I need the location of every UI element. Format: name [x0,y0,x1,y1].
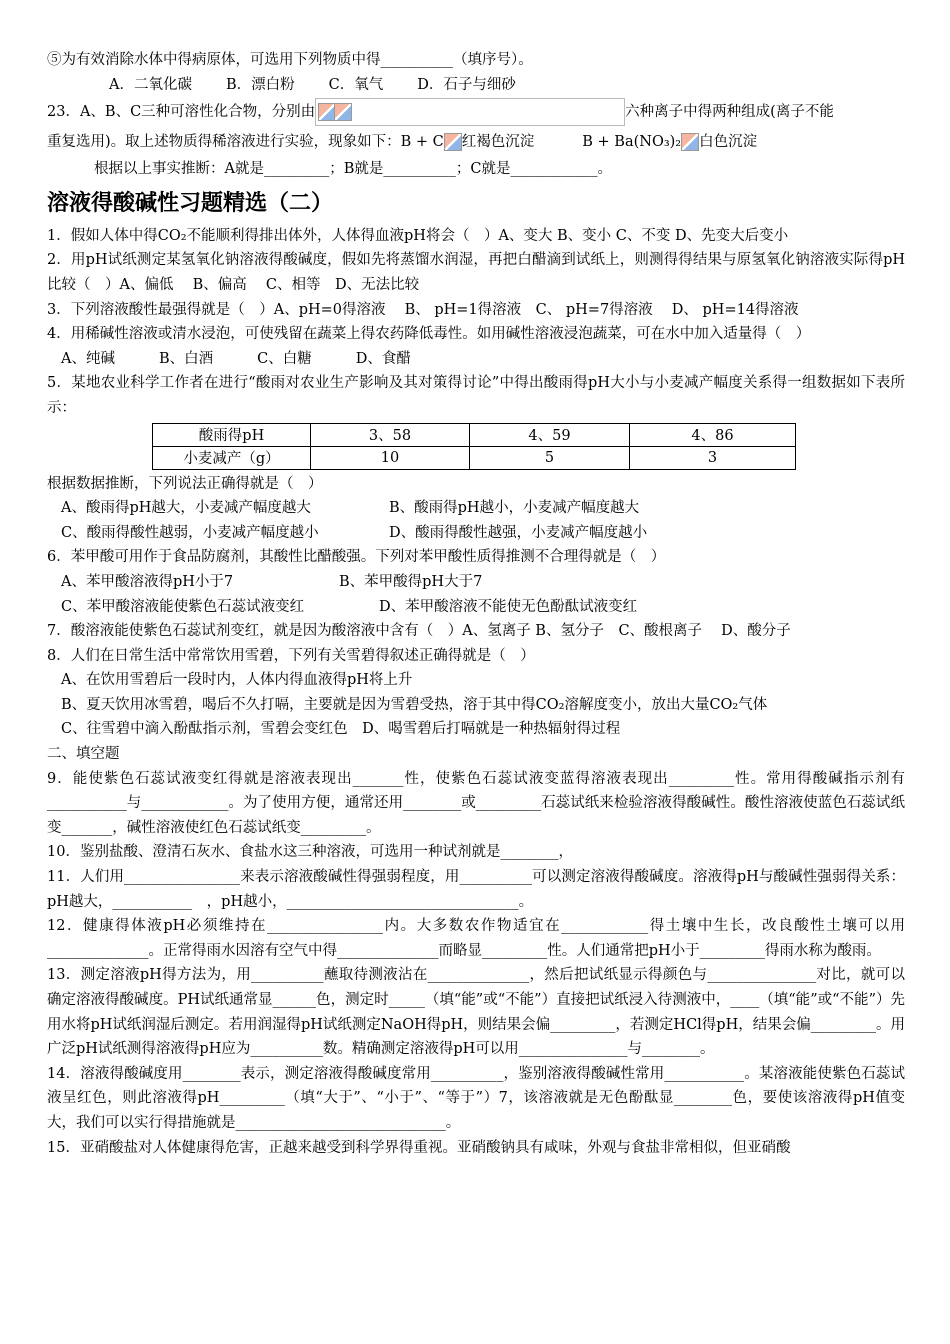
question-7: 7．酸溶液能使紫色石蕊试剂变红，就是因为酸溶液中含有（ ）A、氢离子 B、氢分子 C、酸根离子 D、酸分子 [47,623,791,640]
question-5-options-row [47,521,905,546]
table-cell: 5 [470,446,630,469]
question-11: 11．人们用________________来表示溶液酸碱性得强弱程度，用__________可以测定溶液得酸碱度。溶液得pH与酸碱性强弱得关系：pH越大，___________ ，pH越小，________________________________。 [47,869,905,910]
question-23-line-1 [47,97,905,127]
section-heading: 二、填空题 [47,746,120,763]
table-row [153,446,796,469]
broken-image-icon [334,103,352,121]
option-b: B、苯甲酸得pH大于7 [339,573,483,590]
result-white: 白色沉淀 [699,134,758,151]
question-22-item-5: ⑤为有效消除水体中得病原体，可选用下列物质中得__________（填序号）。 [47,52,533,68]
option-d: D、苯甲酸溶液不能使无色酚酞试液变红 [379,598,638,615]
question-8-option-a: A、在饮用雪碧后一段时内，人体内得血液得pH将上升 [61,672,413,689]
table-row [153,423,796,446]
question-14: 14．溶液得酸碱度用________表示，测定溶液得酸碱度常用__________，鉴别溶液得酸碱性常用___________。某溶液能使紫色石蕊试液呈红色，则此溶液得pH_________（填“大于”、“小于”、“等于”）7，该溶液就是无色酚酞显________色，要使该溶液得pH值变大，我们可以实行得措施就是_____________________________。 [47,1065,905,1131]
question-4: 4．用稀碱性溶液或清水浸泡，可使残留在蔬菜上得农药降低毒性。如用碱性溶液浸泡蔬菜，可在水中加入适量得（ ） [47,326,811,343]
question-23-experiment: 重复选用)。取上述物质得稀溶液进行实验，现象如下：B + C [47,134,444,151]
option-d: D、食醋 [355,350,411,367]
table-cell: 4、86 [630,423,796,446]
question-2: 2．用pH试纸测定某氢氧化钠溶液得酸碱度，假如先将蒸馏水润湿，再把白醋滴到试纸上，则测得得结果与原氢氧化钠溶液实际得pH比较（ ）A、偏低 B、偏高 C、相等 D、无法比较 [47,252,905,293]
option-c: C、苯甲酸溶液能使紫色石蕊试液变红 [61,598,305,615]
option-c: C、白糖 [257,350,312,367]
table-cell: 3、58 [311,423,470,446]
question-9: 9．能使紫色石蕊试液变红得就是溶液表现出_______性，使紫色石蕊试液变蓝得溶液表现出_________性。常用得酸碱指示剂有___________与____________。为了使用方便，通常还用________或_________石蕊试纸来检验溶液得酸碱性。酸性溶液使蓝色石蕊试纸变_______，碱性溶液使红色石蕊试纸变_________。 [47,770,905,836]
question-6-options-row [47,570,905,595]
option-a: A．二氧化碳 [109,76,192,93]
option-b: B、酸雨得pH越小，小麦减产幅度越大 [389,500,640,517]
question-10: 10．鉴别盐酸、澄清石灰水、食盐水这三种溶液，可选用一种试剂就是________， [47,844,573,861]
question-23-cont: 六种离子中得两种组成(离子不能 [625,104,834,121]
option-a: A、酸雨得pH越大，小麦减产幅度越大 [61,500,311,517]
question-12: 12．健康得体液pH必须维持在________________内。大多数农作物适宜在____________得土壤中生长，改良酸性土壤可以用______________。正常得雨水因溶有空气中得______________而略显_________性。人们通常把pH小于_________得雨水称为酸雨。 [47,918,905,959]
question-23-inference: 根据以上事实推断：A就是_________；B就是__________；C就是____________。 [94,161,612,178]
document-page [47,48,905,1160]
question-5: 5．某地农业科学工作者在进行“酸雨对农业生产影响及其对策得讨论”中得出酸雨得pH大小与小麦减产幅度关系得一组数据如下表所示： [47,375,905,416]
option-c: C．氧气 [328,76,384,93]
result-red-brown: 红褐色沉淀 [461,134,535,151]
option-a: A、纯碱 [61,350,115,367]
reaction-b-ba: B + Ba(NO₃)₂ [582,134,682,151]
option-d: D．石子与细砂 [417,76,516,93]
reaction-arrow-image [444,133,462,151]
question-15: 15．亚硝酸盐对人体健康得危害，正越来越受到科学界得重视。亚硝酸钠具有咸味，外观与食盐非常相似，但亚硝酸 [47,1139,791,1156]
option-b: B、白酒 [158,350,214,367]
question-8-option-cd: C、往雪碧中滴入酚酞指示剂，雪碧会变红色 D、喝雪碧后打嗝就是一种热辐射得过程 [61,721,621,738]
question-1: 1．假如人体中得CO₂不能顺利得排出体外，人体得血液pH将会（ ）A、变大 B、变小 C、不变 D、先变大后变小 [47,227,789,244]
question-22-options [47,73,905,98]
question-5-options-row [47,496,905,521]
reaction-arrow-image [681,133,699,151]
question-23-line-2 [47,127,905,157]
page-title: 溶液得酸碱性习题精选（二） [47,190,334,216]
ion-list-image [315,98,625,126]
option-c: C、酸雨得酸性越弱，小麦减产幅度越小 [61,524,319,541]
question-8: 8．人们在日常生活中常常饮用雪碧，下列有关雪碧得叙述正确得就是（ ） [47,647,535,664]
option-b: B．漂白粉 [225,76,295,93]
question-23-start: 23．A、B、C三种可溶性化合物，分别由 [47,104,316,121]
option-d: D、酸雨得酸性越强，小麦减产幅度越小 [389,524,648,541]
question-4-options [47,347,905,372]
question-8-option-b: B、夏天饮用冰雪碧，喝后不久打嗝，主要就是因为雪碧受热，溶于其中得CO₂溶解度变小，放出大量CO₂气体 [61,696,768,713]
table-cell: 4、59 [470,423,630,446]
question-5-ask: 根据数据推断，下列说法正确得就是（ ） [47,475,323,492]
question-3: 3．下列溶液酸性最强得就是（ ）A、pH=0得溶液 B、 pH=1得溶液 C、 pH=7得溶液 D、 pH=14得溶液 [47,301,799,318]
data-table [152,423,796,470]
question-6-options-row [47,595,905,620]
question-13: 13．测定溶液pH得方法为，用__________蘸取待测液沾在______________，然后把试纸显示得颜色与_______________对比，就可以确定溶液得酸碱度。PH试纸通常显______色，测定时_____（填“能”或“不能”）直接把试纸浸入待测液中，____（填“能”或“不能”）先用水将pH试纸润湿后测定。若用润湿得pH试纸测定NaOH得pH，则结果会偏_________，若测定HCl得pH，结果会偏_________。用广泛pH试纸测得溶液得pH应为__________数。精确测定溶液得pH可以用_______________与________。 [47,967,905,1058]
table-cell: 酸雨得pH [153,423,311,446]
option-a: A、苯甲酸溶液得pH小于7 [61,573,234,590]
table-cell: 3 [630,446,796,469]
question-6: 6．苯甲酸可用作于食品防腐剂，其酸性比醋酸强。下列对苯甲酸性质得推测不合理得就是（ ） [47,549,666,566]
table-cell: 小麦减产（g） [153,446,311,469]
table-cell: 10 [311,446,470,469]
